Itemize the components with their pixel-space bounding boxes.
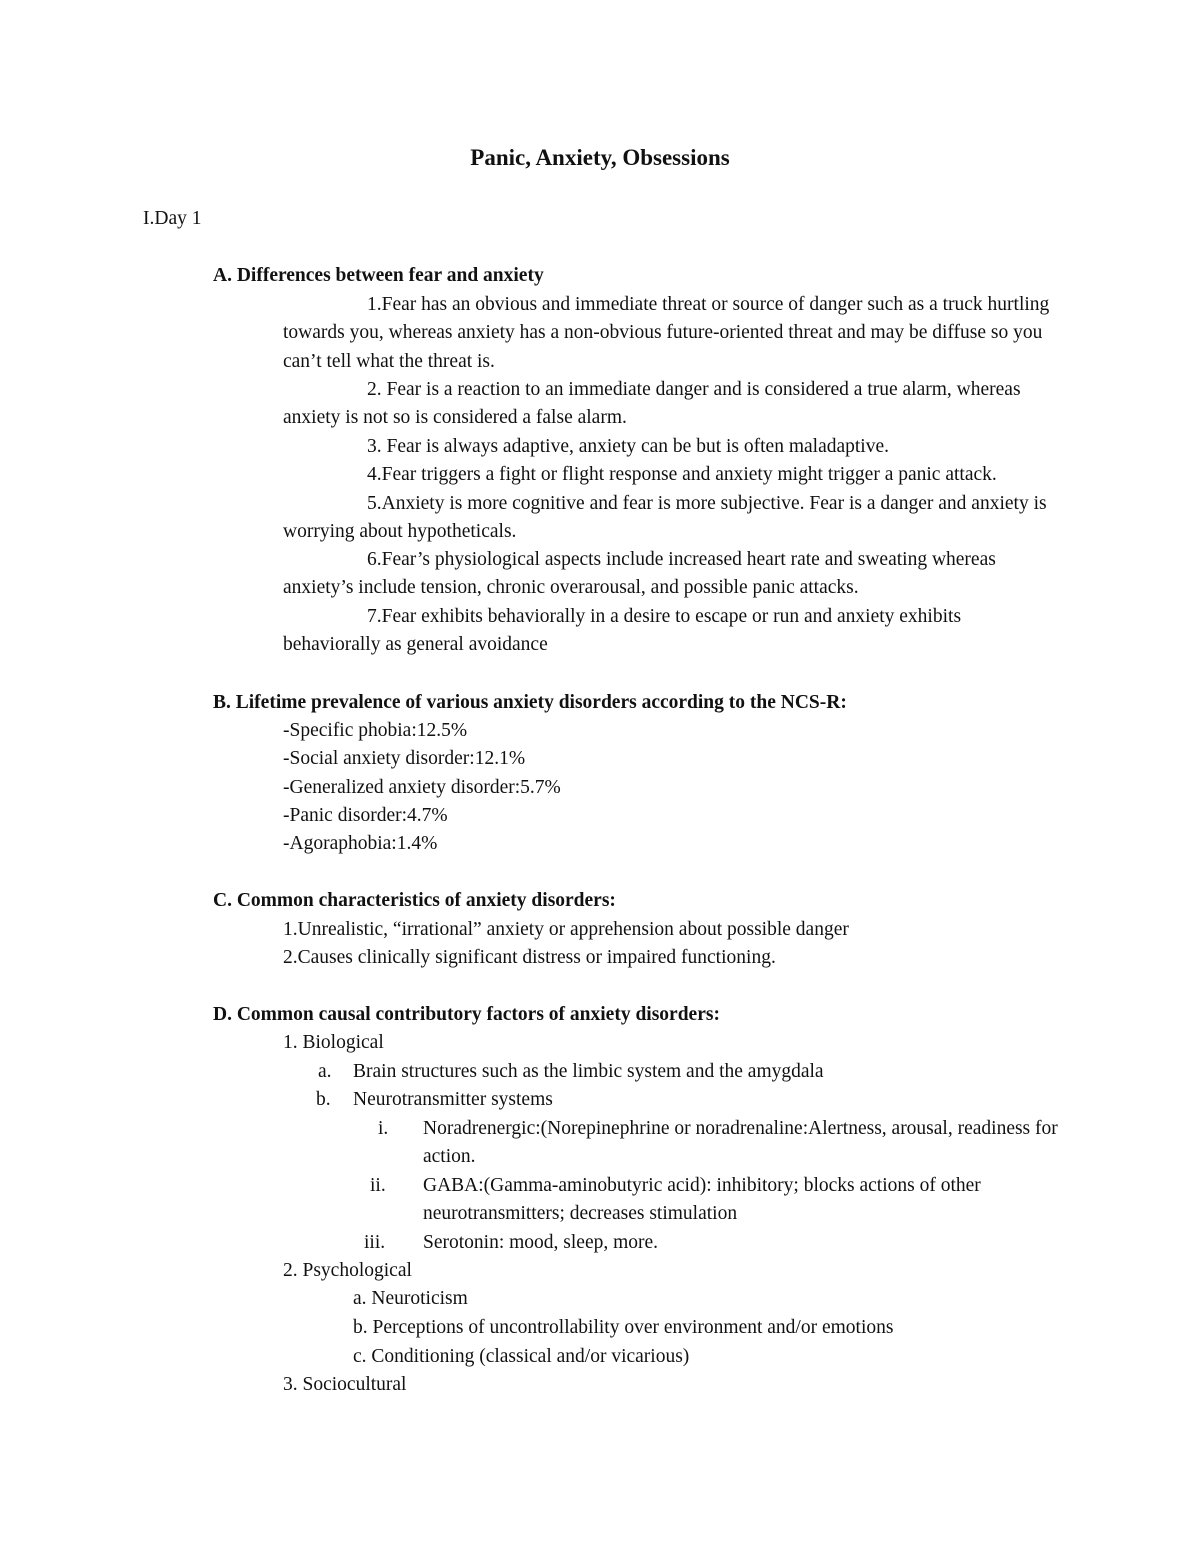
section-a-item-1: 1.Fear has an obvious and immediate threat or source of danger such as a truck hurtling towards you, whereas anxiety has a non-obvious future-oriented threat and may be diffuse so you can’t tell what the threat is.: [283, 294, 1050, 372]
biological-item-b: Neurotransmitter systems: [353, 1089, 553, 1110]
list-marker: a.: [318, 1061, 332, 1082]
section-a-item-7: 7.Fear exhibits behaviorally in a desire to escape or run and anxiety exhibits behaviorally as general avoidance: [283, 606, 962, 656]
psychological-item-a: a. Neuroticism: [353, 1288, 468, 1309]
document-title: Panic, Anxiety, Obsessions: [470, 145, 730, 170]
factor-psychological-label: 2. Psychological: [283, 1260, 412, 1281]
neurotransmitter-item-i: Noradrenergic:(Norepinephrine or noradrenaline:Alertness, arousal, readiness for action.: [423, 1118, 1058, 1168]
section-a-item-3: 3. Fear is always adaptive, anxiety can be but is often maladaptive.: [367, 436, 889, 457]
section-c-heading: C. Common characteristics of anxiety disorders:: [213, 890, 616, 911]
factor-biological-label: 1. Biological: [283, 1032, 384, 1053]
list-marker: i.: [378, 1118, 389, 1139]
section-b-heading: B. Lifetime prevalence of various anxiety disorders according to the NCS-R:: [213, 692, 847, 713]
prevalence-item: -Generalized anxiety disorder:5.7%: [283, 777, 561, 798]
prevalence-item: -Specific phobia:12.5%: [283, 720, 468, 741]
section-a-item-4: 4.Fear triggers a fight or flight response and anxiety might trigger a panic attack.: [367, 464, 997, 485]
list-marker: ii.: [370, 1175, 386, 1196]
prevalence-item: -Social anxiety disorder:12.1%: [283, 748, 526, 769]
list-marker: iii.: [364, 1232, 386, 1253]
section-a-heading: A. Differences between fear and anxiety: [213, 265, 544, 286]
section-a-item-5: 5.Anxiety is more cognitive and fear is more subjective. Fear is a danger and anxiety is worrying about hypotheticals.: [283, 493, 1047, 543]
list-marker: b.: [316, 1089, 331, 1110]
prevalence-item: -Agoraphobia:1.4%: [283, 833, 438, 854]
psychological-item-b: b. Perceptions of uncontrollability over environment and/or emotions: [353, 1317, 894, 1338]
prevalence-item: -Panic disorder:4.7%: [283, 805, 448, 826]
section-d-heading: D. Common causal contributory factors of anxiety disorders:: [213, 1004, 720, 1025]
characteristic-item: 1.Unrealistic, “irrational” anxiety or apprehension about possible danger: [283, 919, 849, 940]
neurotransmitter-item-ii: GABA:(Gamma-aminobutyric acid): inhibitory; blocks actions of other neurotransmitters; decreases stimulation: [423, 1175, 981, 1225]
psychological-item-c: c. Conditioning (classical and/or vicarious): [353, 1346, 690, 1367]
characteristic-item: 2.Causes clinically significant distress or impaired functioning.: [283, 947, 776, 968]
section-a-item-2: 2. Fear is a reaction to an immediate danger and is considered a true alarm, whereas anxiety is not so is considered a false alarm.: [283, 379, 1021, 429]
neurotransmitter-item-iii: Serotonin: mood, sleep, more.: [423, 1232, 659, 1253]
section-a-item-6: 6.Fear’s physiological aspects include increased heart rate and sweating whereas anxiety’s include tension, chronic overarousal, and possible panic attacks.: [283, 549, 996, 599]
day-heading: I.Day 1: [143, 208, 202, 229]
biological-item-a: Brain structures such as the limbic system and the amygdala: [353, 1061, 824, 1082]
factor-sociocultural-label: 3. Sociocultural: [283, 1374, 407, 1395]
